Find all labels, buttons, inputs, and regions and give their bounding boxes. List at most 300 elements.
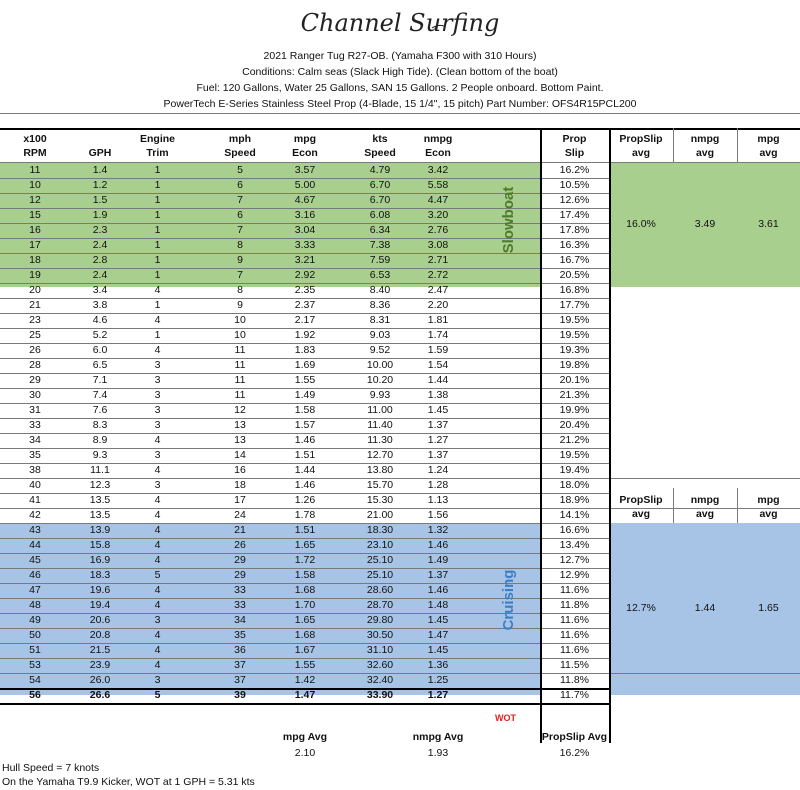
cell-nmpg: 3.20 (427, 208, 449, 221)
cell-kts: 8.31 (369, 313, 391, 326)
cell-rpm: 46 (29, 568, 41, 581)
cell-trim: 4 (154, 508, 161, 521)
cell-slip: 17.7% (559, 298, 590, 311)
cell-nmpg: 5.58 (427, 178, 449, 191)
cell-rpm: 53 (29, 658, 41, 671)
cell-trim: 4 (154, 493, 161, 506)
cell-kts: 12.70 (366, 448, 394, 461)
cell-trim: 5 (154, 688, 161, 701)
wot-label: WOT (495, 713, 516, 723)
cell-gph: 1.9 (92, 208, 108, 221)
cell-mph: 9 (237, 253, 243, 266)
cell-slip: 19.4% (559, 463, 590, 476)
cell-mph: 7 (237, 223, 243, 236)
cell-gph: 3.4 (92, 283, 108, 296)
header-nmpg: nmpg Econ (423, 133, 453, 159)
cell-kts: 25.10 (366, 568, 394, 581)
cell-mpg: 1.49 (294, 388, 316, 401)
mpg-avg-label: mpg Avg (282, 731, 328, 743)
cell-gph: 13.5 (89, 493, 111, 506)
cell-mph: 7 (237, 268, 243, 281)
cell-nmpg: 3.08 (427, 238, 449, 251)
cell-kts: 10.00 (366, 358, 394, 371)
cell-nmpg: 1.44 (427, 373, 449, 386)
cell-kts: 33.90 (366, 688, 394, 701)
cell-nmpg: 1.27 (427, 688, 449, 701)
cell-kts: 32.40 (366, 673, 394, 686)
cell-slip: 17.8% (559, 223, 590, 236)
cell-rpm: 35 (29, 448, 41, 461)
cell-gph: 2.4 (92, 268, 108, 281)
cell-slip: 14.1% (559, 508, 590, 521)
cell-gph: 1.5 (92, 193, 108, 206)
cell-mpg: 3.33 (294, 238, 316, 251)
cell-trim: 4 (154, 283, 161, 296)
cell-gph: 19.4 (89, 598, 111, 611)
cell-kts: 6.53 (369, 268, 391, 281)
info-bottom-line (0, 113, 800, 114)
info-line-load: Fuel: 120 Gallons, Water 25 Gallons, SAN 15 Gallons. 2 People onboard. Bottom Paint. (196, 82, 604, 94)
cell-gph: 8.3 (92, 418, 108, 431)
cell-slip: 17.4% (559, 208, 590, 221)
cell-trim: 4 (154, 433, 161, 446)
cell-kts: 11.30 (367, 433, 393, 446)
logo-text: Channel Surfing (300, 9, 500, 37)
cell-rpm: 50 (29, 628, 41, 641)
cell-gph: 26.0 (89, 673, 111, 686)
cell-kts: 32.60 (366, 658, 394, 671)
cell-mpg: 1.46 (294, 433, 316, 446)
cell-mpg: 1.78 (294, 508, 316, 521)
cell-nmpg: 1.56 (427, 508, 449, 521)
cell-slip: 18.9% (559, 493, 590, 506)
cruising-mpg-header: mpg avg (757, 494, 780, 520)
cruising-mpg-avg: 1.65 (758, 602, 779, 614)
header-kts: kts Speed (364, 133, 396, 159)
cell-nmpg: 1.45 (427, 643, 449, 656)
cell-mph: 29 (234, 568, 246, 581)
cell-nmpg: 1.24 (427, 463, 449, 476)
cell-gph: 12.3 (89, 478, 111, 491)
cell-nmpg: 2.76 (427, 223, 449, 236)
cell-trim: 1 (154, 238, 161, 251)
cell-mpg: 1.51 (294, 448, 316, 461)
cell-nmpg: 1.37 (427, 568, 449, 581)
cell-gph: 4.6 (92, 313, 108, 326)
cell-mph: 35 (234, 628, 246, 641)
cell-gph: 21.5 (89, 643, 111, 656)
cell-rpm: 23 (29, 313, 41, 326)
cell-kts: 18.30 (366, 523, 394, 536)
cell-rpm: 29 (29, 373, 41, 386)
slowboat-nmpg-avg: 3.49 (694, 218, 716, 230)
cell-mpg: 1.58 (294, 403, 316, 416)
cell-slip: 16.8% (559, 283, 590, 296)
cell-kts: 28.70 (366, 598, 394, 611)
cell-mpg: 1.55 (294, 658, 316, 671)
cell-slip: 19.5% (559, 328, 590, 341)
cell-mph: 36 (234, 643, 246, 656)
cell-slip: 19.5% (559, 448, 590, 461)
cell-trim: 4 (154, 628, 161, 641)
cell-mpg: 2.17 (294, 313, 316, 326)
cell-mph: 33 (234, 598, 246, 611)
cell-mpg: 1.83 (294, 343, 316, 356)
slowboat-propslip-avg: 16.0% (626, 218, 656, 230)
cell-trim: 3 (154, 613, 161, 626)
cell-trim: 4 (154, 523, 161, 536)
cell-kts: 8.40 (369, 283, 391, 296)
cruising-nmpg-avg: 1.44 (694, 602, 716, 614)
cell-mpg: 1.65 (294, 613, 316, 626)
cell-nmpg: 1.45 (427, 613, 449, 626)
cell-slip: 11.7% (560, 688, 589, 701)
slowboat-label: Slowboat (500, 186, 517, 254)
cell-nmpg: 1.45 (427, 403, 449, 416)
cell-mph: 11 (234, 388, 246, 401)
cell-gph: 7.4 (92, 388, 108, 401)
cell-slip: 11.6% (560, 583, 589, 596)
cell-gph: 19.6 (89, 583, 111, 596)
cell-rpm: 21 (29, 298, 41, 311)
cell-slip: 20.5% (559, 268, 590, 281)
cell-mpg: 1.26 (294, 493, 316, 506)
cell-rpm: 47 (29, 583, 41, 596)
cell-mph: 10 (234, 328, 246, 341)
cell-mpg: 1.51 (294, 523, 316, 536)
cell-mph: 13 (234, 433, 246, 446)
cell-trim: 1 (154, 223, 161, 236)
cell-nmpg: 1.46 (427, 583, 449, 596)
cell-mph: 11 (234, 373, 246, 386)
cell-trim: 1 (154, 193, 161, 206)
cell-mph: 37 (234, 658, 246, 671)
cell-gph: 18.3 (89, 568, 111, 581)
cell-nmpg: 2.71 (427, 253, 449, 266)
cell-gph: 7.1 (92, 373, 108, 386)
cell-kts: 10.20 (366, 373, 394, 386)
cell-mpg: 1.55 (294, 373, 316, 386)
cell-nmpg: 1.38 (427, 388, 449, 401)
cell-mph: 11 (234, 343, 246, 356)
cell-nmpg: 2.47 (427, 283, 449, 296)
cell-mph: 39 (234, 688, 246, 701)
cell-kts: 30.50 (366, 628, 394, 641)
cell-slip: 16.2% (559, 163, 590, 176)
channel-surfing-logo (0, 0, 800, 46)
cell-mpg: 2.92 (294, 268, 316, 281)
header-rpm: x100 RPM (23, 133, 47, 159)
cell-trim: 3 (154, 373, 161, 386)
cell-nmpg: 2.72 (427, 268, 449, 281)
cell-nmpg: 1.36 (427, 658, 449, 671)
cell-mpg: 3.57 (294, 163, 316, 176)
cell-rpm: 48 (29, 598, 41, 611)
cell-nmpg: 1.54 (427, 358, 449, 371)
cell-gph: 20.8 (89, 628, 111, 641)
cell-mph: 24 (234, 508, 246, 521)
cell-gph: 1.2 (92, 178, 108, 191)
info-line-boat: 2021 Ranger Tug R27-OB. (Yamaha F300 with 310 Hours) (263, 50, 537, 62)
cell-mpg: 3.16 (294, 208, 316, 221)
cell-trim: 4 (154, 598, 161, 611)
info-line-prop: PowerTech E-Series Stainless Steel Prop (4-Blade, 15 1/4", 15 pitch) Part Number: OFS4R15PCL200 (163, 98, 637, 110)
footer-kicker: On the Yamaha T9.9 Kicker, WOT at 1 GPH = 5.31 kts (2, 776, 255, 788)
cell-kts: 6.08 (369, 208, 391, 221)
cell-trim: 1 (154, 253, 161, 266)
cell-rpm: 30 (29, 388, 41, 401)
cell-gph: 9.3 (92, 448, 108, 461)
cell-slip: 11.6% (560, 613, 589, 626)
cell-trim: 3 (154, 403, 161, 416)
cell-kts: 15.30 (366, 493, 394, 506)
cell-mpg: 1.72 (294, 553, 316, 566)
cell-slip: 16.6% (559, 523, 590, 536)
cell-rpm: 42 (29, 508, 41, 521)
cell-mph: 17 (234, 493, 246, 506)
wot-row-bottom (0, 703, 609, 705)
cell-trim: 4 (154, 538, 161, 551)
cell-rpm: 28 (29, 358, 41, 371)
cell-gph: 5.2 (92, 328, 108, 341)
cell-kts: 9.52 (369, 343, 391, 356)
cruising-nmpg-header: nmpg avg (690, 494, 720, 520)
header-mph: mph Speed (224, 133, 256, 159)
cell-rpm: 54 (29, 673, 41, 686)
cell-nmpg: 1.25 (427, 673, 449, 686)
cell-rpm: 44 (29, 538, 41, 551)
cell-trim: 3 (154, 418, 161, 431)
cell-slip: 18.0% (559, 478, 590, 491)
cell-slip: 12.6% (559, 193, 590, 206)
cell-mph: 16 (234, 463, 246, 476)
cell-mph: 26 (234, 538, 246, 551)
cell-rpm: 26 (29, 343, 41, 356)
cell-nmpg: 1.59 (427, 343, 449, 356)
cell-trim: 4 (154, 643, 161, 656)
cell-mpg: 3.21 (294, 253, 316, 266)
info-line-conditions: Conditions: Calm seas (Slack High Tide). (Clean bottom of the boat) (242, 66, 558, 78)
cell-trim: 3 (154, 358, 161, 371)
cell-rpm: 51 (29, 643, 41, 656)
cell-kts: 4.79 (369, 163, 391, 176)
cell-gph: 15.8 (89, 538, 111, 551)
cell-rpm: 25 (29, 328, 41, 341)
cell-mpg: 1.47 (294, 688, 316, 701)
cell-mpg: 2.35 (294, 283, 316, 296)
cell-slip: 19.9% (559, 403, 590, 416)
cell-trim: 1 (154, 163, 161, 176)
cell-mpg: 1.70 (294, 598, 316, 611)
cell-gph: 2.8 (92, 253, 108, 266)
cell-gph: 20.6 (89, 613, 111, 626)
cell-kts: 31.10 (366, 643, 394, 656)
cell-mpg: 1.57 (294, 418, 316, 431)
cell-trim: 4 (154, 658, 161, 671)
cell-rpm: 33 (29, 418, 41, 431)
cell-kts: 28.60 (366, 583, 394, 596)
cell-gph: 16.9 (89, 553, 111, 566)
cell-slip: 11.8% (560, 598, 589, 611)
cell-trim: 1 (154, 268, 161, 281)
cell-rpm: 45 (29, 553, 41, 566)
cell-rpm: 17 (29, 238, 41, 251)
cell-gph: 3.8 (92, 298, 108, 311)
cell-nmpg: 3.42 (427, 163, 449, 176)
cell-gph: 2.3 (92, 223, 108, 236)
cell-mpg: 3.04 (294, 223, 316, 236)
cell-rpm: 41 (29, 493, 41, 506)
cell-trim: 3 (154, 673, 161, 686)
cell-nmpg: 1.47 (427, 628, 449, 641)
cell-slip: 20.1% (559, 373, 590, 386)
cell-nmpg: 1.74 (427, 328, 449, 341)
cell-nmpg: 1.49 (427, 553, 449, 566)
cell-nmpg: 1.37 (427, 448, 449, 461)
cell-kts: 13.80 (366, 463, 394, 476)
cell-rpm: 20 (29, 283, 41, 296)
cell-rpm: 34 (29, 433, 41, 446)
cell-mph: 8 (237, 283, 243, 296)
header-propslip: Prop Slip (562, 133, 587, 159)
cell-slip: 11.6% (560, 643, 589, 656)
cell-mph: 11 (234, 358, 246, 371)
nmpg-avg-label: nmpg Avg (412, 731, 464, 743)
cell-rpm: 49 (29, 613, 41, 626)
cell-kts: 15.70 (366, 478, 394, 491)
mpg-avg-value: 2.10 (294, 747, 316, 759)
cell-mpg: 1.67 (294, 643, 316, 656)
cell-gph: 7.6 (92, 403, 108, 416)
cell-slip: 19.3% (559, 343, 590, 356)
header-mpg: mpg Econ (292, 133, 318, 159)
cell-trim: 4 (154, 313, 161, 326)
cell-kts: 11.00 (367, 403, 393, 416)
cell-rpm: 56 (29, 688, 41, 701)
cell-trim: 1 (154, 298, 161, 311)
cell-mph: 6 (237, 208, 243, 221)
cell-trim: 1 (154, 178, 161, 191)
footer-hull-speed: Hull Speed = 7 knots (2, 762, 100, 774)
row-divider (609, 478, 800, 479)
cell-mpg: 1.46 (294, 478, 316, 491)
cell-trim: 1 (154, 328, 161, 341)
cell-mph: 6 (237, 178, 243, 191)
cell-kts: 6.70 (369, 193, 391, 206)
cell-kts: 23.10 (366, 538, 394, 551)
cell-nmpg: 1.81 (427, 313, 449, 326)
cell-slip: 12.7% (559, 553, 590, 566)
header-propslip-avg: PropSlip avg (619, 133, 663, 159)
cell-nmpg: 4.47 (427, 193, 449, 206)
cell-gph: 23.9 (89, 658, 111, 671)
cell-mph: 34 (234, 613, 246, 626)
cell-slip: 11.6% (560, 628, 589, 641)
cell-gph: 2.4 (92, 238, 108, 251)
row-divider (609, 673, 800, 674)
cell-gph: 6.0 (92, 343, 108, 356)
cell-mpg: 1.68 (294, 583, 316, 596)
nmpg-avg-value: 1.93 (427, 747, 449, 759)
cell-slip: 11.5% (560, 658, 589, 671)
cell-rpm: 16 (29, 223, 41, 236)
cell-nmpg: 1.32 (427, 523, 449, 536)
cell-mpg: 5.00 (294, 178, 316, 191)
cell-mph: 5 (237, 163, 243, 176)
cell-rpm: 43 (29, 523, 41, 536)
cruising-propslip-avg: 12.7% (626, 602, 656, 614)
cell-mpg: 1.42 (294, 673, 316, 686)
cell-mph: 8 (237, 238, 243, 251)
cell-mpg: 1.65 (294, 538, 316, 551)
cell-kts: 11.40 (367, 418, 393, 431)
cell-rpm: 40 (29, 478, 41, 491)
cell-mpg: 1.44 (294, 463, 316, 476)
slowboat-mpg-avg: 3.61 (758, 218, 779, 230)
cell-gph: 11.1 (90, 463, 110, 476)
cell-rpm: 15 (29, 208, 41, 221)
cell-rpm: 38 (29, 463, 41, 476)
cell-gph: 8.9 (92, 433, 108, 446)
cell-mph: 37 (234, 673, 246, 686)
cell-rpm: 18 (29, 253, 41, 266)
header-gph: GPH (88, 147, 112, 159)
cell-kts: 7.59 (369, 253, 391, 266)
cell-gph: 13.5 (89, 508, 111, 521)
cell-gph: 1.4 (92, 163, 108, 176)
cell-rpm: 12 (29, 193, 41, 206)
cell-trim: 1 (154, 208, 161, 221)
cell-mpg: 1.58 (294, 568, 316, 581)
cruising-label: Cruising (500, 569, 517, 631)
cell-mph: 14 (234, 448, 246, 461)
cell-trim: 4 (154, 463, 161, 476)
header-mpg-avg: mpg avg (757, 133, 780, 159)
cell-trim: 4 (154, 583, 161, 596)
header-trim: Engine Trim (139, 133, 175, 159)
cell-mpg: 1.92 (294, 328, 316, 341)
cell-slip: 11.8% (560, 673, 589, 686)
cell-kts: 25.10 (366, 553, 394, 566)
cell-kts: 6.34 (369, 223, 391, 236)
table-top-border (0, 128, 800, 130)
cell-trim: 4 (154, 343, 161, 356)
cruising-propslip-header: PropSlip avg (619, 494, 663, 520)
cell-mpg: 1.69 (294, 358, 316, 371)
cell-gph: 26.6 (89, 688, 111, 701)
header-nmpg-avg: nmpg avg (690, 133, 720, 159)
cell-kts: 6.70 (369, 178, 391, 191)
cell-rpm: 31 (29, 403, 41, 416)
cell-mph: 7 (237, 193, 243, 206)
cell-kts: 29.80 (366, 613, 394, 626)
cell-mph: 18 (234, 478, 246, 491)
cell-nmpg: 1.28 (427, 478, 449, 491)
cell-slip: 19.5% (559, 313, 590, 326)
cell-nmpg: 2.20 (427, 298, 449, 311)
cell-nmpg: 1.13 (427, 493, 449, 506)
cell-kts: 7.38 (369, 238, 391, 251)
cell-slip: 16.7% (559, 253, 590, 266)
cell-mph: 33 (234, 583, 246, 596)
cell-mph: 21 (234, 523, 246, 536)
cell-nmpg: 1.46 (427, 538, 449, 551)
cell-gph: 13.9 (89, 523, 111, 536)
cell-kts: 8.36 (369, 298, 391, 311)
cell-mph: 12 (234, 403, 246, 416)
propslip-avg-label: PropSlip Avg (541, 731, 608, 743)
cell-trim: 3 (154, 448, 161, 461)
